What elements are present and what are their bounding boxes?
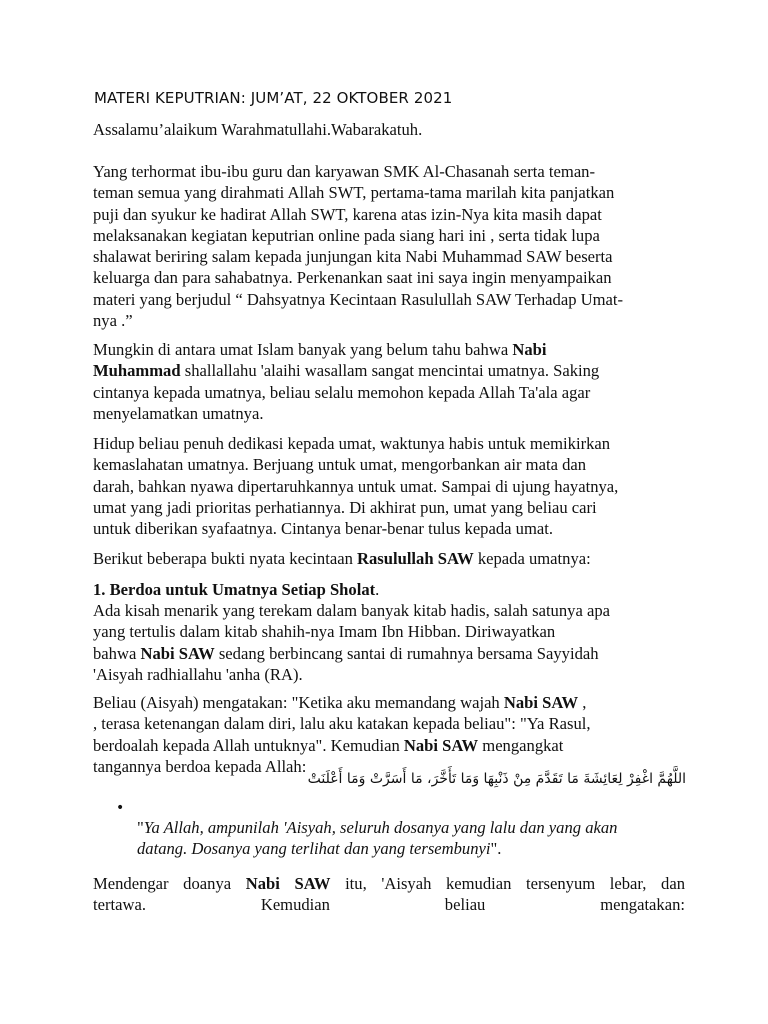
text-line: Berikut beberapa bukti nyata kecintaan Rasulullah SAW kepada umatnya:	[93, 549, 591, 568]
text-line: materi yang berjudul “ Dahsyatnya Kecintaan Rasulullah SAW Terhadap Umat-	[93, 289, 624, 309]
paragraph-hidup	[93, 433, 685, 539]
text-line: , terasa ketenangan dalam diri, lalu aku katakan kepada beliau": "Ya Rasul,	[93, 714, 591, 734]
bold-text: Nabi SAW	[140, 643, 215, 663]
text-line: teman semua yang dirahmati Allah SWT, pertama-tama marilah kita panjatkan	[93, 183, 615, 203]
bullet-icon: •	[116, 800, 125, 816]
arabic-prayer: اللَّهُمَّ اغْفِرْ لِعَائِشَةَ مَا تَقَدَّمَ مِنْ ذَنْبِهَا وَمَا تَأَخَّرَ، مَا أَسَرَّتْ وَمَا أَعْلَنَتْ	[307, 771, 686, 787]
text-line: darah, bahkan nyawa dipertaruhkannya untuk umat. Sampai di ujung hayatnya,	[93, 476, 619, 496]
text-line: Beliau (Aisyah) mengatakan: "Ketika aku memandang wajah Nabi SAW ,	[93, 693, 587, 712]
text-line: shalawat beriring salam kepada junjungan kita Nabi Muhammad SAW beserta	[93, 247, 613, 267]
text-line: 'Aisyah radhiallahu 'anha (RA).	[93, 664, 303, 684]
text-line: Mendengar doanya Nabi SAW itu, 'Aisyah kemudian tersenyum lebar, dan	[93, 874, 686, 893]
bold-text: 1. Berdoa untuk Umatnya Setiap Sholat	[93, 580, 376, 599]
document-heading: MATERI KEPUTRIAN: JUM’AT, 22 OKTOBER 2021	[94, 89, 453, 107]
bold-text: Muhammad	[93, 361, 181, 381]
prayer-translation: "Ya Allah, ampunilah 'Aisyah, seluruh dosanya yang lalu dan yang akan datang. Dosanya yang terlihat dan yang tersembunyi".	[137, 818, 618, 859]
text-line: nya .”	[93, 311, 133, 331]
bold-text: Nabi	[512, 340, 547, 359]
text-line: Hidup beliau penuh dedikasi kepada umat, waktunya habis untuk memikirkan	[93, 434, 611, 453]
paragraph-kisah	[93, 600, 685, 685]
text-line: cintanya kepada umatnya, beliau selalu memohon kepada Allah Ta'ala agar	[93, 382, 591, 402]
text-line: puji dan syukur ke hadirat Allah SWT, karena atas izin-Nya kita masih dapat	[93, 204, 602, 224]
paragraph-berikut	[93, 548, 685, 569]
text-line: untuk diberikan syafaatnya. Cintanya benar-benar tulus kepada umat.	[93, 519, 553, 539]
text-line: keluarga dan para sahabatnya. Perkenankan saat ini saya ingin menyampaikan	[93, 268, 612, 288]
text-line: menyelamatkan umatnya.	[93, 403, 264, 423]
text-line: Yang terhormat ibu-ibu guru dan karyawan SMK Al-Chasanah serta teman-	[93, 162, 596, 181]
greeting: Assalamu’alaikum Warahmatullahi.Wabarakatuh.	[93, 120, 423, 139]
text-line: berdoalah kepada Allah untuknya". Kemudian Nabi SAW mengangkat	[93, 735, 564, 755]
bold-text: Nabi SAW	[403, 735, 479, 755]
text-line: yang tertulis dalam kitab shahih-nya Imam Ibn Hibban. Diriwayatkan	[93, 622, 556, 642]
text-line: umat yang jadi prioritas perhatiannya. Di akhirat pun, umat yang beliau cari	[93, 497, 597, 517]
paragraph-mungkin	[93, 339, 685, 424]
text-line: Mungkin di antara umat Islam banyak yang belum tahu bahwa Nabi	[93, 340, 547, 359]
paragraph-aisyah	[93, 692, 685, 777]
bold-text: Nabi SAW	[503, 693, 579, 712]
text-line: melaksanakan kegiatan keputrian online pada siang hari ini , serta tidak lupa	[93, 225, 600, 245]
text-line: Ada kisah menarik yang terekam dalam banyak kitab hadis, salah satunya apa	[93, 601, 610, 620]
paragraph-opening	[93, 161, 685, 331]
paragraph-mendengar	[93, 873, 685, 916]
section-heading-1: 1. Berdoa untuk Umatnya Setiap Sholat.	[93, 580, 380, 599]
text-line: tangannya berdoa kepada Allah:	[93, 756, 307, 776]
text-line: kemaslahatan umatnya. Berjuang untuk umat, mengorbankan air mata dan	[93, 455, 587, 475]
text-line: bahwa Nabi SAW sedang berbincang santai di rumahnya bersama Sayyidah	[93, 643, 599, 663]
text-line: tertawa. Kemudian beliau mengatakan:	[93, 895, 685, 915]
text-line: Muhammad shallallahu 'alaihi wasallam sangat mencintai umatnya. Saking	[93, 361, 600, 381]
bold-text: Rasulullah SAW	[357, 549, 474, 568]
bold-text: Nabi SAW	[245, 874, 331, 893]
